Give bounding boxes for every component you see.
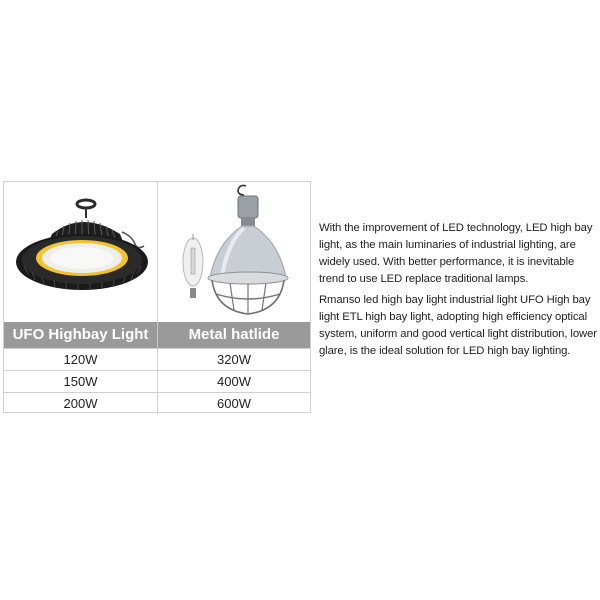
description-paragraph-1: With the improvement of LED technology, LED high bay light, as the main luminaries of industrial lighting, are widely used. With better performance, it is inevitable trend to use LED replace traditional lamps. [319,222,593,285]
ufo-highbay-image-cell [4,182,158,322]
comparison-table [3,181,311,413]
table-cell: 120W [4,349,158,370]
description-paragraph-2: Rmanso led high bay light industrial light UFO High bay light ETL high bay light, adopting high efficiency optical system, uniform and good vertical light distribution, lower glare, is the ideal solution for LED high bay lighting. [319,294,597,357]
header-metal-halide: Metal hatlide [188,326,280,343]
table-row [4,370,310,392]
table-cell: 600W [217,396,251,411]
table-cell: 150W [4,371,158,392]
metal-halide-image-cell [158,182,310,322]
table-header-row [4,322,310,348]
table-cell: 400W [217,374,251,389]
header-ufo-highbay: UFO Highbay Light [4,322,158,348]
table-row [4,348,310,370]
product-description [319,220,600,360]
table-row [4,392,310,414]
table-cell: 200W [4,393,158,414]
metal-halide-lamp-icon [158,182,310,322]
table-cell: 320W [217,352,251,367]
ufo-highbay-light-icon [4,182,157,322]
